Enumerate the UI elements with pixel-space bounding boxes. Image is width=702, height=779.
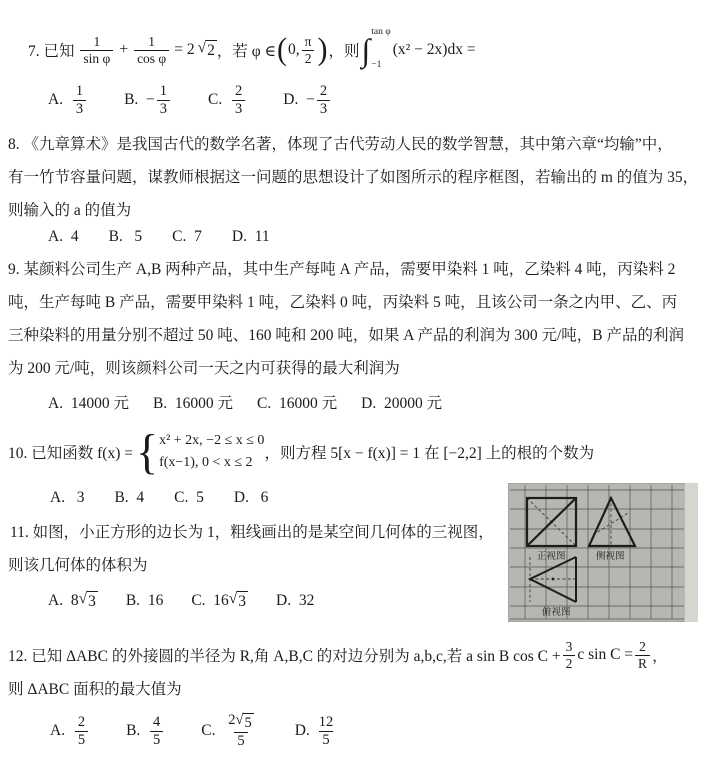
sqrt-radical: √ 2	[197, 38, 215, 59]
front-view-dot	[550, 521, 553, 524]
option-a: A. 8 √ 3	[48, 589, 96, 610]
case-1: x² + 2x, −2 ≤ x ≤ 0	[159, 433, 265, 449]
integral-symbol: ∫ tan φ −1	[362, 27, 391, 73]
q7-equals: = 2	[174, 41, 195, 58]
question-7-options	[48, 78, 332, 122]
question-9-options	[48, 391, 442, 413]
question-8-line-2: 有一竹节容量问题，谋教师根据这一问题的思想设计了如图所示的程序框图，若输出的 m 的值为 35，	[8, 169, 699, 186]
question-12-line-2: 则 ΔABC 面积的最大值为	[8, 681, 182, 698]
option-b: B. 4	[114, 489, 145, 506]
q7-interval: 0,	[288, 41, 300, 58]
question-11-line-2: 则该几何体的体积为	[8, 557, 148, 574]
integral-lower: −1	[371, 59, 382, 70]
q10-text: 10. 已知函数 f(x) =	[8, 445, 133, 462]
three-view-figure	[508, 483, 698, 622]
option-b: B. $\frac{4}{5}$	[126, 714, 165, 748]
q12-text: 12. 已知 ΔABC 的外接圆的半径为 R,角 A,B,C 的对边分别为 a,b,c,若 a sin B cos C +	[8, 648, 561, 665]
fraction: $\frac{4}{5}$	[150, 714, 163, 748]
label-front-view: 正视图	[537, 552, 566, 562]
question-9-line-2: 吨，生产每吨 B 产品，需要甲染料 1 吨，乙染料 0 吨，丙染料 5 吨，且该公司一条之内甲、乙、丙	[8, 294, 678, 311]
photo-margin	[685, 483, 698, 622]
fraction: $\frac{12}{5}$	[318, 713, 334, 748]
fraction: $\frac{1}{\text{cos φ}}$	[134, 34, 169, 66]
fraction: $\frac{2}{3}$	[232, 83, 245, 117]
integral-upper: tan φ	[371, 27, 391, 37]
option-b: B. 5	[108, 228, 143, 245]
option-d: D. $\frac{12}{5}$	[295, 714, 338, 748]
question-8-line-1: 8. 《九章算术》是我国古代的数学名著，体现了古代劳动人民的数学智慧，其中第六章“均输”中，	[8, 136, 673, 153]
sqrt-radical: √ 3	[78, 589, 96, 610]
q10-text: ，则方程 5[x − f(x)] = 1 在 [−2,2] 上的根的个数为	[264, 445, 595, 462]
question-12-options	[50, 706, 338, 756]
plus-sign: +	[119, 41, 129, 58]
question-9-line-4: 为 200 元/吨，则该颜料公司一天之内可获得的最大利润为	[8, 360, 400, 377]
fraction: $\frac{2}{R}$	[635, 639, 650, 671]
fraction: $\frac{3}{2}$	[563, 639, 576, 671]
option-b: B. 16	[125, 592, 164, 609]
label-top-view: 俯视图	[542, 608, 571, 618]
question-10-stem	[8, 426, 594, 478]
left-paren: (	[277, 32, 288, 67]
option-a: A. $\frac{2}{5}$	[50, 714, 90, 748]
integral-limits	[370, 27, 390, 73]
cases-brace: {	[135, 424, 159, 479]
fraction: $\frac{1}{3}$	[73, 83, 86, 117]
q7-integrand: (x² − 2x)dx =	[392, 41, 476, 58]
option-b: B. 16000 元	[152, 395, 234, 412]
option-c: C. $\frac{2}{3}$	[208, 83, 247, 117]
fraction: $\frac{1}{3}$	[157, 83, 170, 117]
right-paren: )	[317, 32, 328, 67]
fraction: $\frac{2}{5}$	[75, 714, 88, 748]
option-c: C. 5	[174, 489, 204, 506]
q7-text: ，若 φ ∈	[216, 43, 277, 60]
question-11-line-1: 11. 如图，小正方形的边长为 1，粗线画出的是某空间几何体的三视图，	[10, 524, 494, 541]
three-view-svg	[508, 483, 698, 622]
question-7-stem	[28, 25, 476, 75]
label-side-view: 侧视图	[596, 552, 625, 562]
option-d: D. 6	[233, 489, 269, 506]
question-8-options	[48, 226, 270, 248]
sqrt-radical: √ 3	[228, 589, 247, 610]
q7-text: 7. 已知	[28, 43, 79, 60]
option-c: C. 16000 元	[257, 395, 338, 412]
piecewise-cases	[159, 430, 264, 473]
option-d: D. 20000 元	[361, 395, 443, 412]
option-d: D. 32	[276, 592, 315, 609]
fraction: $\frac{1}{\text{sin φ}}$	[80, 34, 113, 66]
option-d: D. − $\frac{2}{3}$	[283, 83, 332, 117]
fraction: $\frac{2}{3}$	[317, 83, 330, 117]
option-c: C. 16 √ 3	[191, 589, 247, 610]
question-11-options	[48, 586, 314, 616]
option-a: A. 4	[48, 228, 79, 245]
question-10-options	[50, 487, 268, 509]
question-12-stem	[8, 632, 668, 678]
fraction: $\frac{\pi}{2}$	[302, 34, 315, 66]
question-9-line-3: 三种染料的用量分别不超过 50 吨、160 吨和 200 吨，如果 A 产品的利润为 300 元/吨，B 产品的利润	[8, 327, 684, 344]
top-view-dot	[552, 578, 555, 581]
option-b: B. − $\frac{1}{3}$	[124, 83, 172, 117]
question-9-line-1: 9. 某颜料公司生产 A,B 两种产品，其中生产每吨 A 产品，需要甲染料 1 吨，乙染料 4 吨，丙染料 2	[8, 261, 676, 278]
q12-text: ，	[652, 648, 668, 665]
option-a: A. 3	[50, 489, 85, 506]
question-8-line-3: 则输入的 a 的值为	[8, 202, 132, 219]
case-2: f(x−1), 0 < x ≤ 2	[159, 455, 253, 470]
option-c: C. 2 √ 5 5	[201, 712, 258, 750]
q12-text: c sin C =	[577, 646, 634, 663]
option-c: C. 7	[172, 228, 202, 245]
option-a: A. $\frac{1}{3}$	[48, 83, 88, 117]
fraction: 2 √ 5 5	[228, 712, 252, 750]
q7-text: ，则	[328, 43, 360, 60]
sqrt-radical: √ 5	[235, 712, 252, 732]
option-a: A. 14000 元	[48, 395, 129, 412]
option-d: D. 11	[231, 228, 270, 245]
